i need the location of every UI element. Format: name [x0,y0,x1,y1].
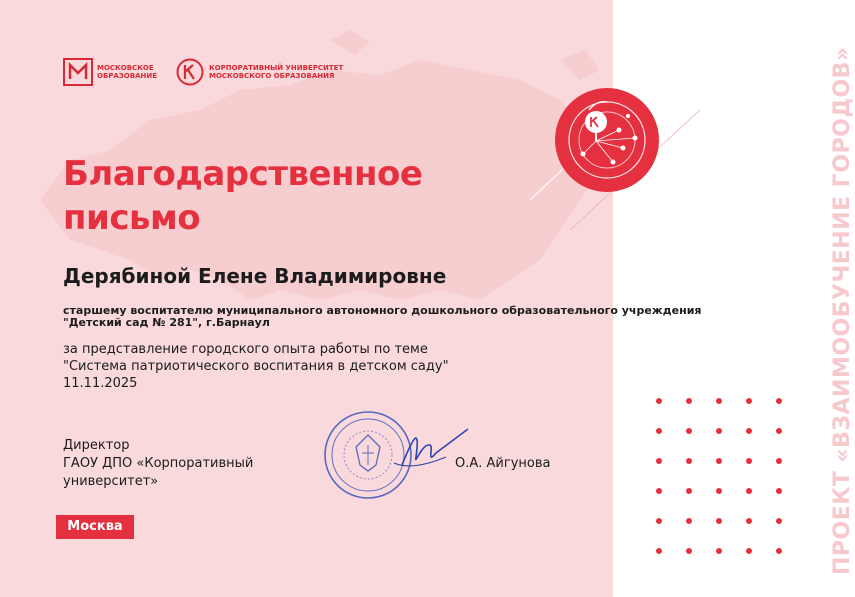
signer-name: О.А. Айгунова [455,456,551,471]
mos-obr-logo [63,58,159,86]
recipient-position [63,305,783,329]
document-title [63,152,422,240]
position-line-1: старшему воспитателю муниципального автономного дошкольного образовательного учреждения [63,304,702,317]
network-badge-icon [553,86,661,194]
corp-univ-logo [176,58,399,86]
director-block [63,437,253,491]
director-line-1: Директор [63,438,130,453]
seal-and-signature [318,405,478,505]
city-badge: Москва [56,515,134,539]
corp-univ-logo-line1: КОРПОРАТИВНЫЙ УНИВЕРСИТЕТ [209,64,344,72]
corp-univ-logo-icon [176,58,204,86]
reason-line-2: "Система патриотического воспитания в детском саду" [63,359,449,374]
director-line-2: ГАОУ ДПО «Корпоративный [63,456,254,471]
recipient-name: Дерябиной Елене Владимировне [63,264,447,288]
title-line-1: Благодарственное [63,154,423,194]
reason-block [63,341,583,392]
position-line-2: "Детский сад № 281", г.Барнаул [63,316,270,329]
corp-univ-logo-line2: МОСКОВСКОГО ОБРАЗОВАНИЯ [209,72,335,80]
dot-grid-decoration [656,398,796,558]
reason-date: 11.11.2025 [63,376,138,391]
title-line-2: письмо [63,198,201,238]
corp-univ-logo-text [209,64,399,80]
director-line-3: университет» [63,474,159,489]
mos-obr-logo-text: МОСКОВСКОЕ ОБРАЗОВАНИЕ [97,64,158,80]
reason-line-1: за представление городского опыта работы по теме [63,342,428,357]
mos-obr-logo-icon [63,58,93,86]
project-vertical-label: ПРОЕКТ «ВЗАИМООБУЧЕНИЕ ГОРОДОВ» [830,46,855,575]
